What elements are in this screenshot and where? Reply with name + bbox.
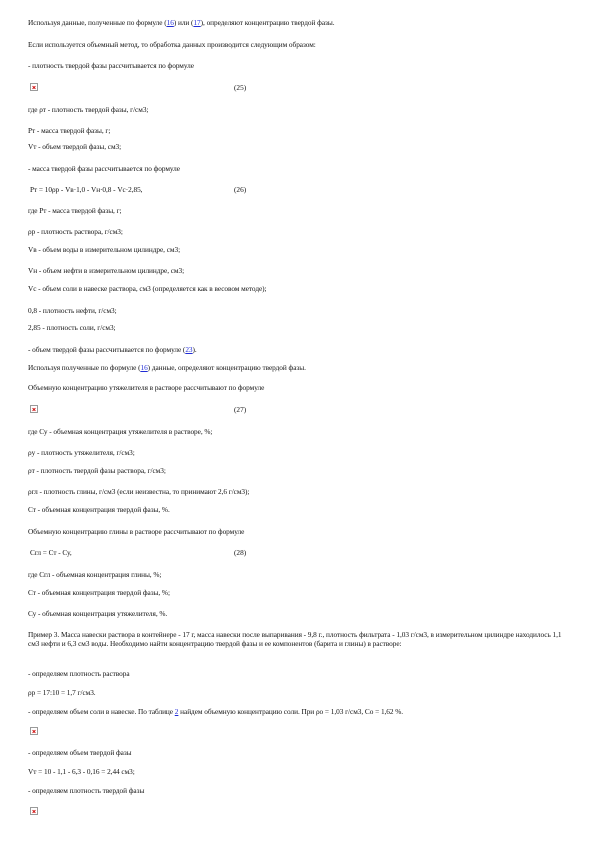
paragraph-text: Vт - объем твердой фазы, см3; <box>28 142 122 151</box>
equation-number: (28) <box>234 548 247 557</box>
paragraph-text: где Су - объемная концентрация утяжелителя в растворе, %; <box>28 427 213 436</box>
paragraph-text: 2,85 - плотность соли, г/см3; <box>28 323 116 332</box>
broken-image-icon <box>30 83 38 91</box>
paragraph-text <box>28 707 403 716</box>
broken-image-icon <box>30 405 38 413</box>
text-segment: Используя полученные по формуле ( <box>28 363 141 372</box>
paragraph-text: где ρт - плотность твердой фазы, г/см3; <box>28 105 149 114</box>
broken-image-icon <box>30 807 38 815</box>
equation-number: (26) <box>234 185 247 194</box>
equation-number: (27) <box>234 405 247 414</box>
paragraph-text: Vв - объем воды в измерительном цилиндре, см3; <box>28 245 181 254</box>
table-2-link[interactable]: 2 <box>174 707 179 716</box>
text-segment: ). <box>192 345 197 354</box>
paragraph-text: Ст - объемная концентрация твердой фазы, %. <box>28 505 170 514</box>
example-paragraph: Пример 3. Масса навески раствора в контейнере - 17 г, масса навески после выпаривания - 9,8 г., плотность фильтрата - 1,03 г/см3, в измерительном цилиндре находилось 1,1 см3 нефти и 6,3 см3 воды. Необходимо найти концентрацию твердой фазы и ее компонентов (барита и глины) в растворе: <box>28 630 562 648</box>
formula-text: Pт = 10ρр - Vв·1,0 - Vн·0,8 - Vс·2,85, <box>30 185 143 194</box>
formula-16-link[interactable]: 16 <box>166 18 174 27</box>
paragraph-text: Если используется объемный метод, то обработка данных производится следующим образом: <box>28 40 316 49</box>
paragraph-text: ρу - плотность утяжелителя, г/см3; <box>28 448 135 457</box>
paragraph-text: - определяем плотность раствора <box>28 669 130 678</box>
paragraph-text: Су - объемная концентрация утяжелителя, %. <box>28 609 168 618</box>
paragraph-text: Рт - масса твердой фазы, г; <box>28 126 111 135</box>
paragraph-text <box>28 18 334 27</box>
formula-23-link[interactable]: 23 <box>185 345 193 354</box>
paragraph-text: - определяем объем твердой фазы <box>28 748 132 757</box>
formula-text: Сгл = Ст - Су, <box>30 548 72 557</box>
text-segment: - объем твердой фазы рассчитывается по формуле ( <box>28 345 186 354</box>
text-segment: ) или ( <box>173 18 194 27</box>
paragraph-text: ρгл - плотность глины, г/см3 (если неизвестна, то принимают 2,6 г/см3); <box>28 487 250 496</box>
paragraph-text: Vн - объем нефти в измерительном цилиндре, см3; <box>28 266 185 275</box>
paragraph-text: - масса твердой фазы рассчитывается по формуле <box>28 164 180 173</box>
text-segment: - определяем объем соли в навеске. По таблице <box>28 707 175 716</box>
formula-17-link[interactable]: 17 <box>193 18 201 27</box>
paragraph-text <box>28 345 197 354</box>
paragraph-text: Объемную концентрацию глины в растворе рассчитывают по формуле <box>28 527 245 536</box>
formula-16-link[interactable]: 16 <box>140 363 148 372</box>
paragraph-text: Ст - объемная концентрация твердой фазы, %; <box>28 588 170 597</box>
equation-number: (25) <box>234 83 247 92</box>
paragraph-text: где Рт - масса твердой фазы, г; <box>28 206 122 215</box>
paragraph-text: Vс - объем соли в навеске раствора, см3 (определяется как в весовом методе); <box>28 284 267 293</box>
paragraph-text: 0,8 - плотность нефти, г/см3; <box>28 306 117 315</box>
paragraph-text: где Сгл - объемная концентрация глины, %; <box>28 570 162 579</box>
text-segment: ), определяют концентрацию твердой фазы. <box>200 18 335 27</box>
broken-image-icon <box>30 727 38 735</box>
paragraph-text <box>28 363 306 372</box>
paragraph-text: ρт - плотность твердой фазы раствора, г/см3; <box>28 466 166 475</box>
paragraph-text: ρр = 17:10 = 1,7 г/см3. <box>28 688 96 697</box>
paragraph-text: Vт = 10 - 1,1 - 6,3 - 0,16 = 2,44 см3; <box>28 767 135 776</box>
paragraph-text: Объемную концентрацию утяжелителя в растворе рассчитывают по формуле <box>28 383 265 392</box>
text-segment: ) данные, определяют концентрацию твердой фазы. <box>147 363 306 372</box>
text-segment: Используя данные, полученные по формуле ( <box>28 18 167 27</box>
text-segment: найдем объемную концентрацию соли. При ρо = 1,03 г/см3, Со = 1,62 %. <box>178 707 404 716</box>
paragraph-text: ρр - плотность раствора, г/см3; <box>28 227 123 236</box>
paragraph-text: - определяем плотность твердой фазы <box>28 786 145 795</box>
paragraph-text: - плотность твердой фазы рассчитывается по формуле <box>28 61 194 70</box>
